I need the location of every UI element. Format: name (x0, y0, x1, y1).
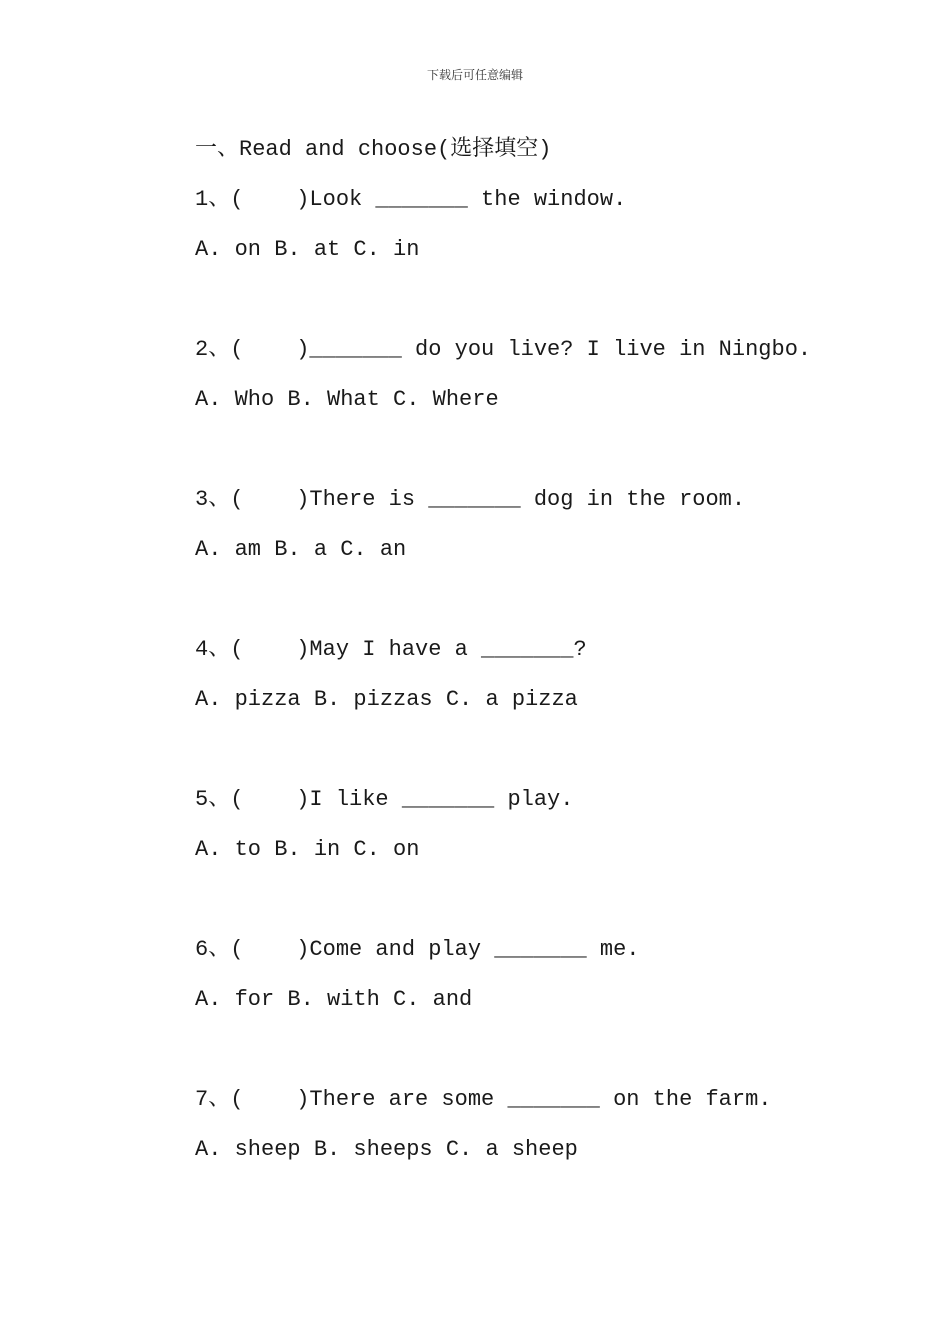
question-1-stem: 1、( )Look _______ the window. (195, 187, 627, 212)
question-4-stem: 4、( )May I have a _______? (195, 637, 587, 662)
spacer (195, 284, 895, 334)
worksheet-body (195, 134, 895, 1184)
question-3-stem: 3、( )There is _______ dog in the room. (195, 487, 746, 512)
spacer (195, 584, 895, 634)
question-6-options: A. for B. with C. and (195, 987, 473, 1012)
question-2-stem: 2、( )_______ do you live? I live in Ningbo. (195, 337, 812, 362)
spacer (195, 434, 895, 484)
question-3-options: A. am B. a C. an (195, 537, 407, 562)
question-4-options: A. pizza B. pizzas C. a pizza (195, 687, 578, 712)
question-2-options: A. Who B. What C. Where (195, 387, 499, 412)
question-5-options: A. to B. in C. on (195, 837, 420, 862)
question-7-options: A. sheep B. sheeps C. a sheep (195, 1137, 578, 1162)
question-1-options: A. on B. at C. in (195, 237, 420, 262)
question-5-stem: 5、( )I like _______ play. (195, 787, 574, 812)
page-header: 下载后可任意编辑 (426, 68, 523, 82)
spacer (195, 884, 895, 934)
section-title: 一、Read and choose(选择填空) (195, 137, 552, 162)
spacer (195, 1034, 895, 1084)
question-7-stem: 7、( )There are some _______ on the farm. (195, 1087, 772, 1112)
spacer (195, 734, 895, 784)
question-6-stem: 6、( )Come and play _______ me. (195, 937, 640, 962)
